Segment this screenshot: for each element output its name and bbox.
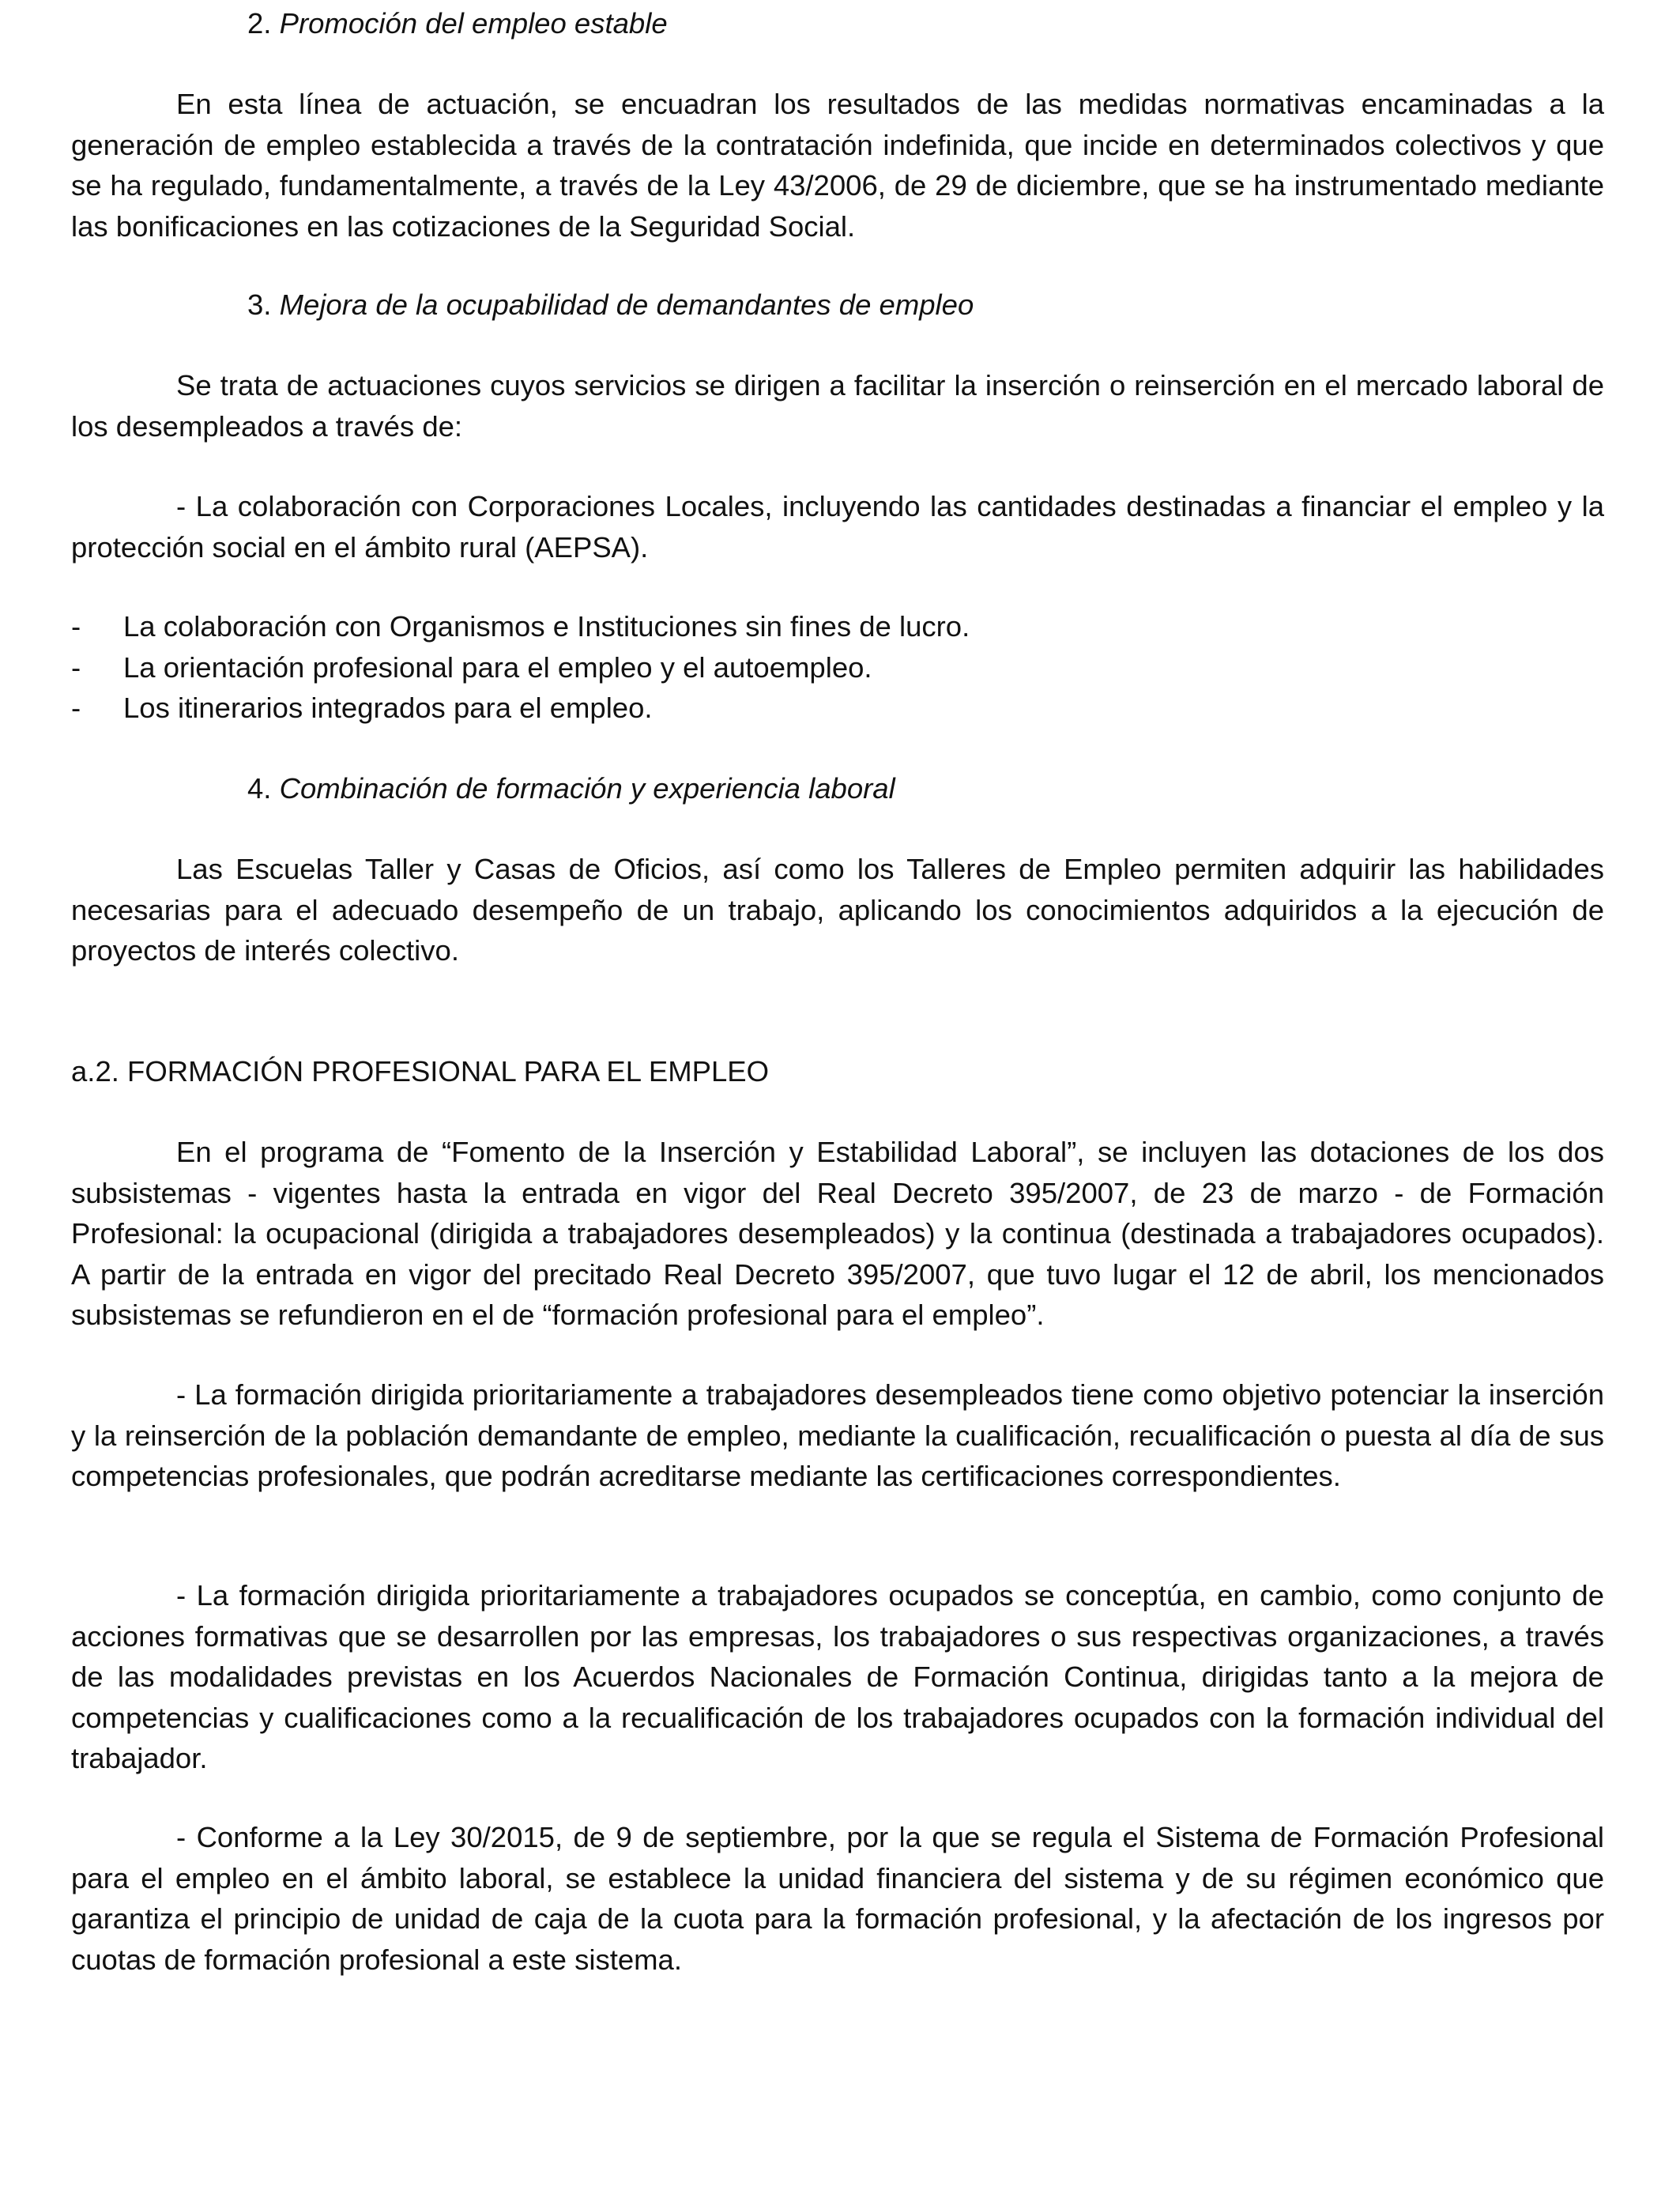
list-item-text: Los itinerarios integrados para el empleo. xyxy=(123,692,653,724)
subheading-title: Combinación de formación y experiencia laboral xyxy=(279,772,895,805)
paragraph-formacion-desempleados: - La formación dirigida prioritariamente a trabajadores desempleados tiene como objetivo potenciar la inserción y la reinserción de la población demandante de empleo, mediante la cualificación, recualificación o puesta al día de sus competencias profesionales, que podrán acreditarse mediante las certificaciones correspondientes. xyxy=(71,1378,1604,1492)
section-title-formacion-profesional: a.2. FORMACIÓN PROFESIONAL PARA EL EMPLEO xyxy=(71,1055,769,1088)
list-dash: - xyxy=(71,650,81,684)
list-item xyxy=(71,606,1604,647)
list-item xyxy=(71,647,1604,688)
subheading-number: 3. xyxy=(247,288,272,321)
subheading-title: Mejora de la ocupabilidad de demandantes de empleo xyxy=(279,288,974,321)
list-item-text: La orientación profesional para el empleo y el autoempleo. xyxy=(123,650,872,684)
list-item-text: La colaboración con Organismos e Instituciones sin fines de lucro. xyxy=(123,610,970,643)
subheading-number: 4. xyxy=(247,772,272,805)
document-page xyxy=(71,0,1604,2194)
paragraph-ley-30-2015: - Conforme a la Ley 30/2015, de 9 de septiembre, por la que se regula el Sistema de Formación Profesional para el empleo en el ámbito laboral, se establece la unidad financiera del sistema y de su régimen económico que garantiza el principio de unidad de caja de la cuota para la formación profesional, y la afectación de los ingresos por cuotas de formación profesional a este sistema. xyxy=(71,1821,1604,1976)
subheading-combinacion-formacion xyxy=(71,768,1604,809)
paragraph-programa-fomento: En el programa de “Fomento de la Inserción y Estabilidad Laboral”, se incluyen las dotaciones de los dos subsistemas - vigentes hasta la entrada en vigor del Real Decreto 395/2007, de 23 de marzo - de Formación Profesional: la ocupacional (dirigida a trabajadores desempleados) y la continua (destinada a trabajadores ocupados). A partir de la entrada en vigor del precitado Real Decreto 395/2007, que tuvo lugar el 12 de abril, los mencionados subsistemas se refundieron en el de “formación profesional para el empleo”. xyxy=(71,1136,1604,1331)
list-dash: - xyxy=(71,610,81,643)
paragraph-escuelas-taller: Las Escuelas Taller y Casas de Oficios, así como los Talleres de Empleo permiten adquirir las habilidades necesarias para el adecuado desempeño de un trabajo, aplicando los conocimientos adquiridos a la ejecución de proyectos de interés colectivo. xyxy=(71,853,1604,967)
list-item xyxy=(71,688,1604,729)
subheading-title: Promoción del empleo estable xyxy=(279,7,668,40)
subheading-number: 2. xyxy=(247,7,272,40)
subheading-promocion-empleo-estable xyxy=(71,3,1604,44)
subheading-mejora-ocupabilidad xyxy=(71,285,1604,326)
paragraph-linea-actuacion: En esta línea de actuación, se encuadran los resultados de las medidas normativas encaminadas a la generación de empleo establecida a través de la contratación indefinida, que incide en determinados colectivos y que se ha regulado, fundamentalmente, a través de la Ley 43/2006, de 29 de diciembre, que se ha instrumentado mediante las bonificaciones en las cotizaciones de la Seguridad Social. xyxy=(71,88,1604,243)
dash-list xyxy=(71,606,1604,729)
paragraph-formacion-ocupados: - La formación dirigida prioritariamente a trabajadores ocupados se conceptúa, en cambio, como conjunto de acciones formativas que se desarrollen por las empresas, los trabajadores o sus respectivas organizaciones, a través de las modalidades previstas en los Acuerdos Nacionales de Formación Continua, dirigidas tanto a la mejora de competencias y cualificaciones como a la recualificación de los trabajadores ocupados con la formación individual del trabajador. xyxy=(71,1579,1604,1774)
paragraph-corporaciones-locales: - La colaboración con Corporaciones Locales, incluyendo las cantidades destinadas a financiar el empleo y la protección social en el ámbito rural (AEPSA). xyxy=(71,490,1604,564)
list-dash: - xyxy=(71,692,81,724)
paragraph-actuaciones-servicios: Se trata de actuaciones cuyos servicios se dirigen a facilitar la inserción o reinserción en el mercado laboral de los desempleados a través de: xyxy=(71,369,1604,443)
